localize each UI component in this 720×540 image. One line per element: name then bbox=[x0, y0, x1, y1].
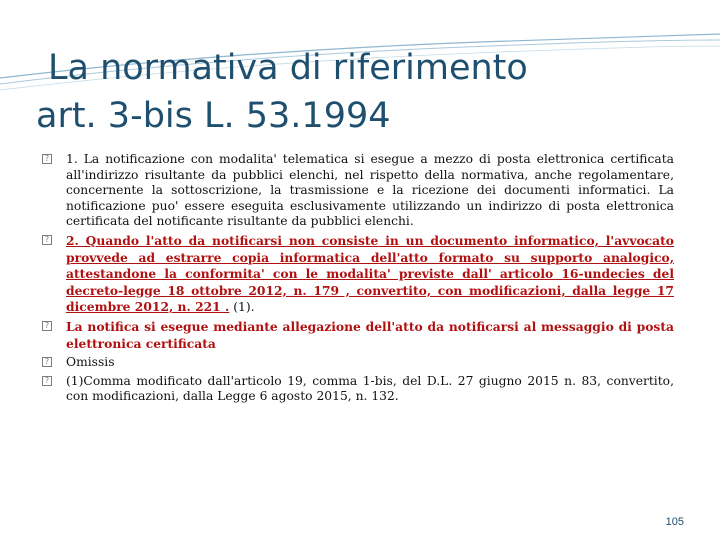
bullet-icon: ? bbox=[42, 235, 52, 245]
slide-title-line-1: La normativa di riferimento bbox=[48, 48, 528, 88]
list-item bbox=[42, 152, 674, 230]
list-item-highlighted-text: La notifica si esegue mediante allegazione dell'atto da notificarsi al messaggio di posta elettronica certificata bbox=[66, 318, 674, 351]
bullet-icon: ? bbox=[42, 357, 52, 367]
list-item bbox=[42, 319, 674, 352]
bullet-icon: ? bbox=[42, 376, 52, 386]
bullet-icon: ? bbox=[42, 154, 52, 164]
list-item-text: Omissis bbox=[66, 355, 115, 370]
list-item-text: 1. La notificazione con modalita' telematica si esegue a mezzo di posta elettronica certificata all'indirizzo risultante da pubblici elenchi, nel rispetto della normativa, anche regolamentare, concernente la sottoscrizione, la trasmissione e la ricezione dei documenti informatici. La notificazione puo' essere eseguita esclusivamente utilizzando un indirizzo di posta elettronica certificata del notificante risultante da pubblici elenchi. bbox=[66, 152, 674, 229]
list-item-text: (1)Comma modificato dall'articolo 19, comma 1-bis, del D.L. 27 giugno 2015 n. 83, convertito, con modificazioni, dalla Legge 6 agosto 2015, n. 132. bbox=[66, 373, 674, 404]
footnote-reference: (1). bbox=[229, 300, 255, 315]
list-item bbox=[42, 355, 674, 371]
page-number: 105 bbox=[665, 516, 684, 528]
bullet-list bbox=[42, 152, 674, 408]
list-item-highlighted-text: 2. Quando l'atto da notificarsi non consiste in un documento informatico, l'avvocato provvede ad estrarre copia informatica dell'atto formato su supporto analogico, attestandone la conformita' con le modalita' previste dall' articolo 16-undecies del decreto-legge 18 ottobre 2012, n. 179 , convertito, con modificazioni, dalla legge 17 dicembre 2012, n. 221 . bbox=[66, 232, 674, 315]
list-item bbox=[42, 233, 674, 316]
list-item bbox=[42, 374, 674, 405]
slide-title-line-2: art. 3-bis L. 53.1994 bbox=[36, 96, 391, 136]
slide-title bbox=[36, 44, 696, 140]
bullet-icon: ? bbox=[42, 321, 52, 331]
